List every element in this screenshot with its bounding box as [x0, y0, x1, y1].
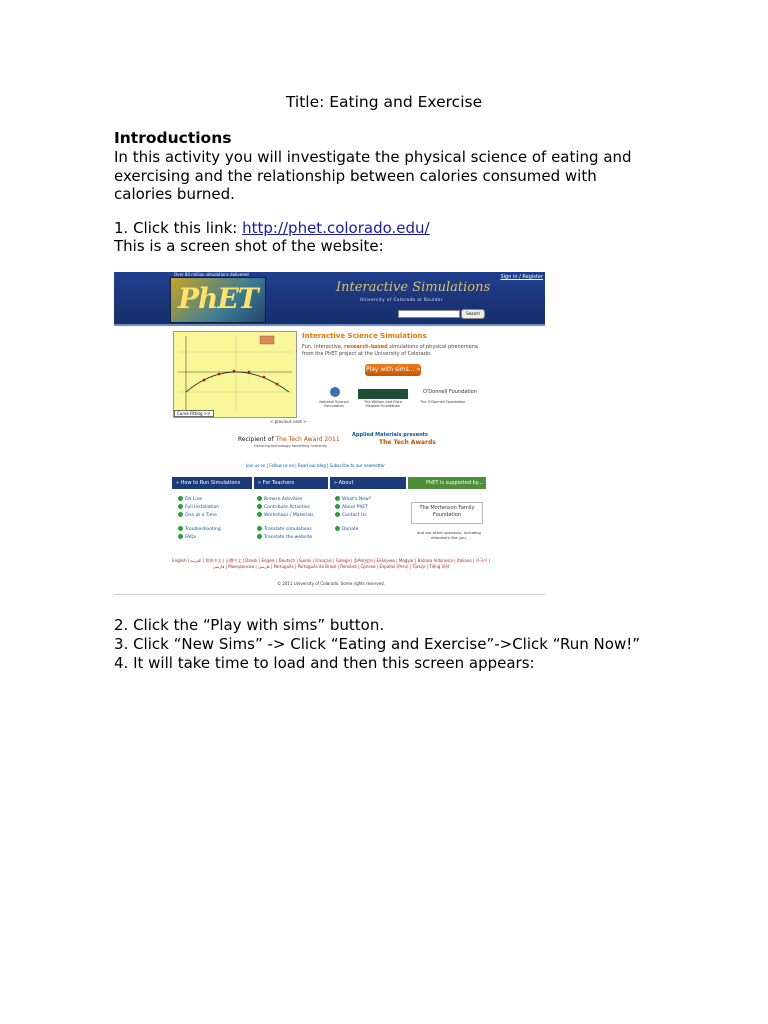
link-about[interactable]: About PhET [335, 504, 371, 512]
headline: Interactive Science Simulations [302, 332, 427, 340]
phet-logo-text: PhET [178, 282, 258, 315]
link-faqs[interactable]: FAQs [178, 534, 221, 542]
link-donate[interactable]: Donate [335, 526, 371, 534]
arrow-icon [335, 496, 340, 501]
arrow-icon [257, 526, 262, 531]
graph-plot [174, 332, 296, 417]
teacher-links [257, 496, 314, 542]
sign-in-link[interactable]: Sign in / Register [500, 274, 543, 280]
blurb-bold: research-based [344, 344, 388, 350]
link-contact[interactable]: Contact Us [335, 512, 371, 520]
arrow-icon [178, 504, 183, 509]
step-2: 2. Click the “Play with sims” button. [114, 616, 385, 634]
award-subtext: Honoring technology benefiting humanity [254, 444, 328, 448]
col-header-supported: PhET is supported by... [408, 477, 486, 489]
link-one-at-a-time[interactable]: One at a Time [178, 512, 221, 520]
run-links [178, 496, 221, 542]
copyright: © 2011 University of Colorado. Some rights reserved. [277, 581, 385, 586]
document-title: Title: Eating and Exercise [285, 93, 483, 111]
link-browse[interactable]: Browse Activities [257, 496, 314, 504]
phet-header [114, 272, 545, 326]
arrow-icon [335, 512, 340, 517]
blurb-post: simulations of physical phenomena from the PhET project at the University of Colorado. [302, 344, 478, 357]
tech-awards-logo: The Tech Awards [379, 439, 436, 446]
arrow-icon [257, 534, 262, 539]
curve-fitting-label[interactable]: Curve Fitting >> [174, 410, 214, 417]
graph-nav[interactable]: < previous next > [270, 419, 307, 424]
step-4: 4. It will take time to load and then this screen appears: [114, 654, 535, 672]
phet-logo [170, 277, 266, 323]
arrow-icon [335, 504, 340, 509]
odonnell-logo: O'Donnell Foundation [423, 389, 477, 395]
step-1-text: 1. Click this link: [114, 219, 243, 237]
recipient-prefix: Recipient of [238, 436, 276, 443]
link-online[interactable]: On Line [178, 496, 221, 504]
col-header-about[interactable]: » About [330, 477, 406, 489]
other-sponsors: and our other sponsors, including educators like you. [417, 530, 481, 540]
nsf-logo-icon [330, 387, 340, 397]
nsf-label: National Science Foundation [319, 400, 349, 408]
link-whats-new[interactable]: What's New? [335, 496, 371, 504]
screenshot-caption: This is a screen shot of the website: [114, 237, 384, 255]
arrow-icon [178, 496, 183, 501]
site-title: Interactive Simulations [336, 280, 491, 295]
link-troubleshooting[interactable]: Troubleshooting [178, 526, 221, 534]
step-3: 3. Click “New Sims” -> Click “Eating and Exercise”->Click “Run Now!” [114, 635, 641, 653]
col-header-teachers[interactable]: » For Teachers [254, 477, 328, 489]
phet-link[interactable]: http://phet.colorado.edu/ [242, 219, 430, 237]
play-with-sims-button[interactable]: Play with sims... » [365, 364, 421, 376]
link-full-install[interactable]: Full Installation [178, 504, 221, 512]
delivered-banner: Over 80 million simulations delivered [174, 272, 249, 277]
col-header-run[interactable]: » How to Run Simulations [172, 477, 252, 489]
arrow-icon [178, 534, 183, 539]
hewlett-logo [358, 389, 408, 399]
arrow-icon [257, 512, 262, 517]
social-links[interactable]: Join us on | Follow us on | Read our blog | Subscribe to our newsletter [246, 463, 385, 468]
arrow-icon [257, 504, 262, 509]
link-contribute[interactable]: Contribute Activities [257, 504, 314, 512]
arrow-icon [335, 526, 340, 531]
link-translate-sims[interactable]: Translate simulations [257, 526, 314, 534]
intro-paragraph: In this activity you will investigate the physical science of eating and exercising and the relationship between calories consumed with calories burned. [114, 148, 632, 203]
language-links[interactable]: English | العربية | 简体中文 | 正體中文 | Dansk | Engels | Deutsch | Suomi | Français | Galego | ქართული | Ελληνικά | Magyar | Bahasa Indonesia | Italiano | 한국어 | فارسی | Македонски | فارسی | Português | Português do Brasil | Română | Српски | Español (Perú) | Türkçe | Tiếng Việt [172, 558, 490, 569]
arrow-icon [178, 526, 183, 531]
blurb [302, 344, 482, 357]
tech-award-link[interactable]: The Tech Award 2011 [275, 436, 340, 443]
odonnell-label: The O'Donnell Foundation [420, 400, 466, 404]
mortenson-foundation: The Mortenson Family Foundation [411, 502, 483, 524]
hewlett-label: The William and Flora Hewlett Foundation [364, 400, 402, 408]
phet-website-screenshot [114, 272, 545, 595]
blurb-pre: Fun, interactive, [302, 344, 345, 350]
university-name: University of Colorado at Boulder [360, 297, 444, 302]
about-links [335, 496, 371, 534]
arrow-icon [257, 496, 262, 501]
link-translate-site[interactable]: Translate the website [257, 534, 314, 542]
curve-fitting-graph [173, 331, 297, 418]
arrow-icon [178, 512, 183, 517]
step-1 [114, 219, 430, 237]
link-workshops[interactable]: Workshops / Materials [257, 512, 314, 520]
applied-materials: Applied Materials presents [352, 432, 429, 438]
intro-heading: Introductions [114, 129, 232, 147]
search-input[interactable] [398, 310, 460, 318]
award-line [238, 436, 340, 443]
search-button[interactable]: Search [461, 309, 485, 319]
